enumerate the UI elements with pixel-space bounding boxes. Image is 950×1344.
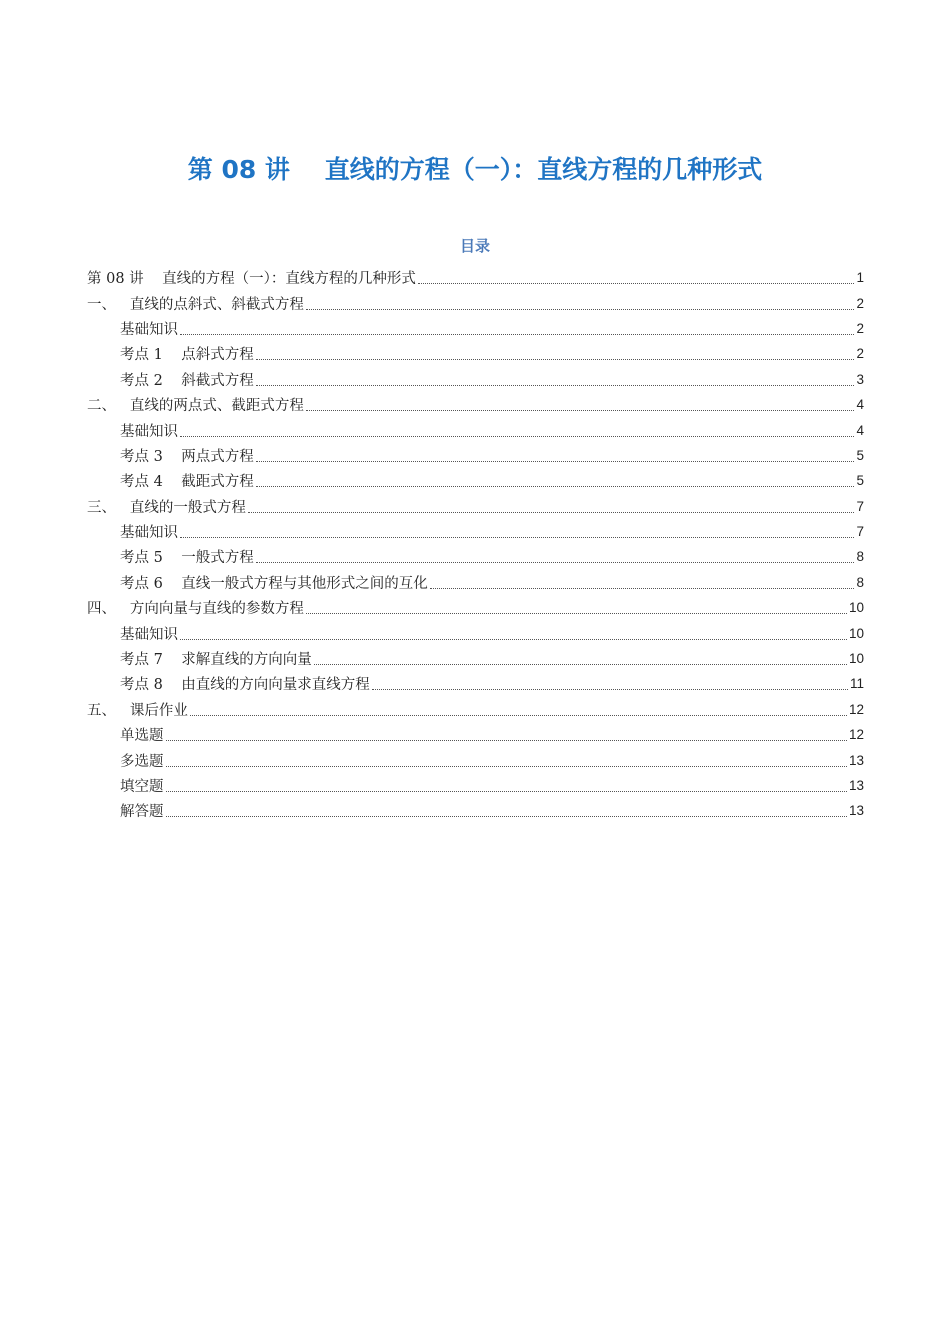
toc-page-number: 4: [856, 397, 864, 413]
toc-entry[interactable]: [87, 798, 864, 823]
toc-page-number: 4: [856, 422, 864, 438]
toc-entry[interactable]: [87, 392, 864, 417]
toc-entry-text: 基础知识: [120, 626, 178, 643]
toc-dot-leader: [256, 562, 855, 563]
toc-page-number: 2: [856, 320, 864, 336]
toc-entry-text: 考点 4 截距式方程: [120, 474, 254, 491]
toc-page-number: 3: [856, 371, 864, 387]
toc-dot-leader: [166, 740, 847, 741]
toc-entry-text: 考点 7 求解直线的方向向量: [120, 652, 312, 669]
toc-entry-text: 基础知识: [120, 423, 178, 440]
toc-dot-leader: [180, 334, 854, 335]
toc-entry-text: 考点 3 两点式方程: [120, 448, 254, 465]
toc-page-number: 5: [856, 447, 864, 463]
toc-dot-leader: [190, 715, 847, 716]
toc-entry-text: 一、 直线的点斜式、斜截式方程: [87, 296, 304, 313]
toc-entry-text: 多选题: [120, 753, 164, 770]
toc-page-number: 12: [848, 727, 864, 743]
toc-entry[interactable]: [87, 773, 864, 798]
toc-entry-text: 五、 课后作业: [87, 702, 188, 719]
toc-page-number: 10: [848, 651, 864, 667]
toc-entry[interactable]: [87, 367, 864, 392]
toc-dot-leader: [256, 486, 855, 487]
toc-entry[interactable]: [87, 443, 864, 468]
toc-dot-leader: [306, 410, 855, 411]
toc-entry[interactable]: [87, 620, 864, 645]
toc-entry-text: 考点 8 由直线的方向向量求直线方程: [120, 677, 370, 694]
toc-page-number: 5: [856, 473, 864, 489]
toc-entry-text: 二、 直线的两点式、截距式方程: [87, 398, 304, 415]
toc-dot-leader: [314, 664, 847, 665]
toc-dot-leader: [430, 588, 855, 589]
toc-page-number: 11: [849, 676, 864, 692]
toc-page-number: 8: [856, 574, 864, 590]
toc-entry-text: 考点 5 一般式方程: [120, 550, 254, 567]
toc-entry[interactable]: [87, 494, 864, 519]
toc-entry-text: 三、 直线的一般式方程: [87, 499, 246, 516]
toc-page-number: 13: [848, 778, 864, 793]
toc-dot-leader: [248, 512, 855, 513]
toc-entry-text: 填空题: [120, 779, 164, 795]
toc-entry[interactable]: [87, 646, 864, 671]
toc-entry[interactable]: [87, 290, 864, 315]
toc-entry-text: 考点 6 直线一般式方程与其他形式之间的互化: [120, 575, 428, 592]
toc-entry[interactable]: [87, 722, 864, 747]
toc-entry[interactable]: [87, 468, 864, 493]
toc-entry-text: 基础知识: [120, 321, 178, 338]
toc-page-number: 10: [848, 600, 864, 616]
toc-entry-text: 基础知识: [120, 525, 178, 542]
toc-dot-leader: [256, 461, 855, 462]
toc-entry-text: 单选题: [120, 728, 164, 745]
toc-heading: 目录: [459, 237, 490, 255]
toc-entry[interactable]: [87, 697, 864, 722]
toc-entry[interactable]: [87, 316, 864, 341]
toc-dot-leader: [256, 359, 855, 360]
toc-entry[interactable]: [87, 417, 864, 442]
toc-page-number: 2: [856, 346, 864, 362]
toc-dot-leader: [306, 613, 847, 614]
toc-entry[interactable]: [87, 671, 864, 696]
toc-page-number: 7: [856, 498, 864, 514]
toc-dot-leader: [166, 791, 847, 792]
toc-dot-leader: [166, 766, 847, 767]
toc-entry-text: 考点 1 点斜式方程: [120, 347, 254, 364]
toc-entry-text: 第 08 讲 直线的方程（一）：直线方程的几种形式: [87, 271, 416, 288]
toc-page-number: 1: [856, 270, 864, 286]
toc-dot-leader: [306, 309, 855, 310]
toc-dot-leader: [256, 385, 855, 386]
toc-dot-leader: [180, 537, 854, 538]
toc-dot-leader: [180, 436, 854, 437]
toc-page-number: 13: [848, 803, 864, 819]
toc-page-number: 12: [848, 701, 864, 717]
toc-entry[interactable]: [87, 570, 864, 595]
toc-entry[interactable]: [87, 341, 864, 366]
toc-dot-leader: [180, 639, 847, 640]
toc-page-number: 8: [856, 549, 864, 565]
toc-entry[interactable]: [87, 595, 864, 620]
toc-entry[interactable]: [87, 544, 864, 569]
toc-dot-leader: [418, 283, 855, 284]
toc-entry[interactable]: [87, 747, 864, 772]
toc-page-number: 13: [848, 752, 864, 768]
document-title: 第 08 讲 直线的方程（一）：直线方程的几种形式: [187, 155, 763, 184]
table-of-contents: [87, 265, 864, 824]
toc-dot-leader: [166, 816, 847, 817]
toc-dot-leader: [372, 689, 848, 690]
toc-entry[interactable]: [87, 519, 864, 544]
toc-entry-text: 考点 2 斜截式方程: [120, 372, 254, 389]
toc-page-number: 10: [848, 625, 864, 641]
toc-page-number: 7: [856, 524, 864, 540]
toc-page-number: 2: [856, 295, 864, 311]
toc-entry-text: 解答题: [120, 804, 164, 821]
toc-entry-text: 四、 方向向量与直线的参数方程: [87, 601, 304, 618]
toc-entry[interactable]: [87, 265, 864, 290]
